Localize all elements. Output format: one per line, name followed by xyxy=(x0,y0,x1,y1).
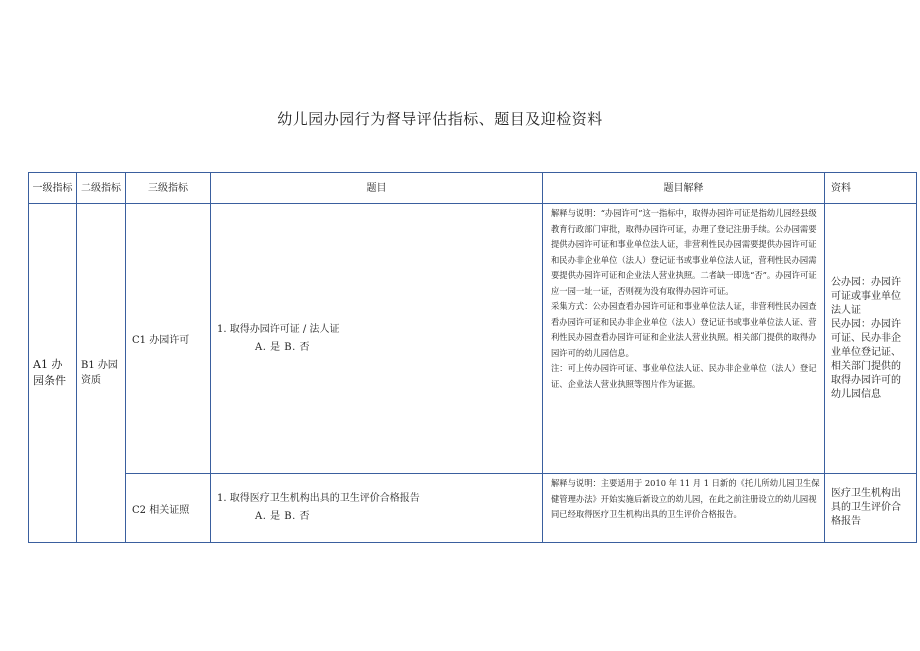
question-text: 1. 取得办园许可证 / 法人证 xyxy=(217,323,340,335)
header-level2: 二级指标 xyxy=(77,173,126,204)
topic-cell xyxy=(211,474,543,543)
materials-cell: 医疗卫生机构出具的卫生评价合格报告 xyxy=(825,474,917,543)
answer-options: A. 是 B. 否 xyxy=(255,511,310,522)
explanation-cell xyxy=(543,474,825,543)
explanation-paragraph: 注：可上传办园许可证、事业单位法人证、民办非企业单位（法人）登记证、企业法人营业执照等图片作为证据。 xyxy=(551,363,817,389)
header-level1: 一级指标 xyxy=(29,173,77,204)
header-explanation: 题目解释 xyxy=(543,173,825,204)
explanation-paragraph: 解释与说明：主要适用于 2010 年 11 月 1 日新的《托儿所幼儿园卫生保健管理办法》开始实施后新设立的幼儿园，在此之前注册设立的幼儿园视同已经取得医疗卫生机构出具的卫生评价合格报告。 xyxy=(551,478,820,519)
page-title: 幼儿园办园行为督导评估指标、题目及迎检资料 xyxy=(277,110,603,128)
topic-cell xyxy=(211,204,543,474)
materials-cell: 公办园：办园许可证或事业单位法人证 民办园：办园许可证、民办非企业单位登记证、相关部门提供的取得办园许可的幼儿园信息 xyxy=(825,204,917,474)
explanation-cell xyxy=(543,204,825,474)
header-level3: 三级指标 xyxy=(126,173,211,204)
level3-cell: C1 办园许可 xyxy=(126,204,211,474)
evaluation-table xyxy=(28,172,917,543)
explanation-paragraph: 采集方式：公办园查看办园许可证和事业单位法人证，非营利性民办园查看办园许可证和民办非企业单位（法人）登记证书或事业单位法人证、营利性民办园查看办园许可证和企业法人营业执照。相关部门提供的取得办园许可的幼儿园信息。 xyxy=(551,301,817,358)
level3-cell: C2 相关证照 xyxy=(126,474,211,543)
level1-cell: A1 办园条件 xyxy=(29,204,77,543)
table-row xyxy=(29,204,917,474)
header-row xyxy=(29,173,917,204)
level2-cell: B1 办园资质 xyxy=(77,204,126,543)
answer-options: A. 是 B. 否 xyxy=(255,341,310,353)
explanation-paragraph: 解释与说明：“办园许可”这一指标中，取得办园许可证是指幼儿园经县级教育行政部门审批，取得办园许可证，办理了登记注册手续。公办园需要提供办园许可证和事业单位法人证，非营利性民办园需要提供办园许可证和民办非企业单位（法人）登记证书或事业单位法人证，营利性民办园需要提供办园许可证和企业法人营业执照。二者缺一即选“否”。办园许可证应一园一址一证，否则视为没有取得办园许可证。 xyxy=(551,208,817,296)
question-text: 1. 取得医疗卫生机构出具的卫生评价合格报告 xyxy=(217,493,420,504)
table-row xyxy=(29,474,917,543)
header-topic: 题目 xyxy=(211,173,543,204)
header-materials: 资料 xyxy=(825,173,917,204)
